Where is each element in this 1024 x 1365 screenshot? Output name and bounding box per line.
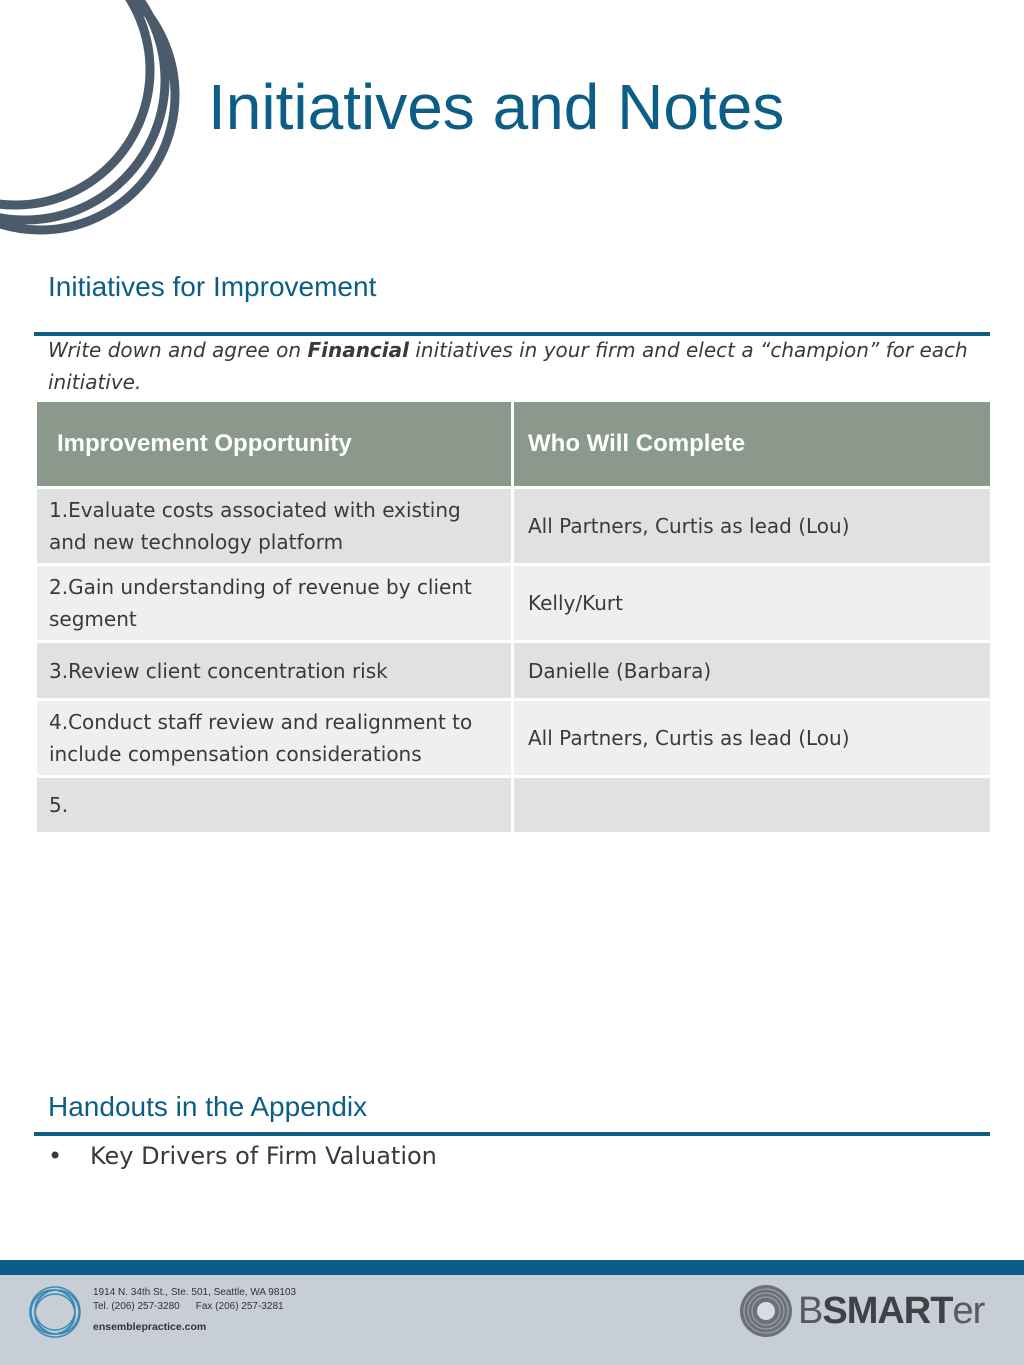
initiatives-heading: Initiatives for Improvement — [48, 271, 377, 302]
footer-website: ensemblepractice.com — [93, 1321, 207, 1333]
opportunity-cell: 2.Gain understanding of revenue by client segment — [36, 565, 513, 642]
footer — [0, 1275, 1024, 1365]
instruction-text: Write down and agree on Financial initiatives in your firm and elect a “champion” for each initiative. — [48, 338, 968, 394]
owner-cell: All Partners, Curtis as lead (Lou) — [513, 700, 992, 777]
brand-wordmark: BSMARTer — [798, 1289, 985, 1332]
footer-accent-band — [0, 1260, 1024, 1275]
table-row — [36, 700, 992, 777]
table-row — [36, 642, 992, 700]
handouts-divider — [34, 1132, 990, 1136]
bsmarter-logo-icon — [738, 1283, 794, 1339]
footer-phone-fax — [93, 1301, 284, 1312]
footer-fax: Fax (206) 257-3281 — [195, 1301, 284, 1312]
ensemble-logo-icon — [26, 1283, 84, 1341]
brand-logo — [738, 1281, 984, 1341]
opportunity-cell: 1.Evaluate costs associated with existing and new technology platform — [36, 488, 513, 565]
owner-cell: Kelly/Kurt — [513, 565, 992, 642]
list-item — [48, 1142, 437, 1170]
footer-phone: Tel. (206) 257-3280 — [93, 1301, 180, 1312]
table-row — [36, 565, 992, 642]
opportunity-cell: 3.Review client concentration risk — [36, 642, 513, 700]
footer-address: 1914 N. 34th St., Ste. 501, Seattle, WA 98103 — [93, 1287, 297, 1298]
handouts-heading: Handouts in the Appendix — [48, 1091, 368, 1122]
page-title: Initiatives and Notes — [208, 71, 785, 143]
owner-cell: All Partners, Curtis as lead (Lou) — [513, 488, 992, 565]
decorative-rings-icon — [0, 0, 200, 260]
column-header-owner: Who Will Complete — [513, 401, 992, 488]
owner-cell: Danielle (Barbara) — [513, 642, 992, 700]
initiatives-table — [34, 399, 993, 835]
table-row — [36, 488, 992, 565]
bullet-icon: • — [48, 1142, 63, 1170]
table-row — [36, 777, 992, 834]
list-item-label: Key Drivers of Firm Valuation — [90, 1142, 437, 1170]
column-header-opportunity: Improvement Opportunity — [36, 401, 513, 488]
owner-cell — [513, 777, 992, 834]
opportunity-cell: 4.Conduct staff review and realignment to include compensation considerations — [36, 700, 513, 777]
table-header-row — [36, 401, 992, 488]
opportunity-cell: 5. — [36, 777, 513, 834]
